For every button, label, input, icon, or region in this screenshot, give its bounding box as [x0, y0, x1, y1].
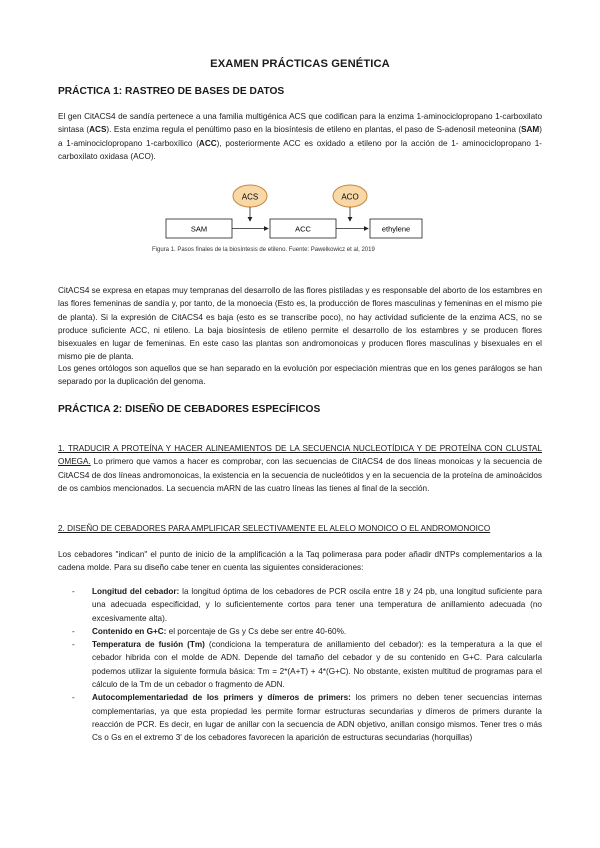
list-item: - Contenido en G+C: el porcentaje de Gs y Cs debe ser entre 40-60%. — [72, 626, 347, 636]
practica1-heading: PRÁCTICA 1: RASTREO DE BASES DE DATOS — [58, 86, 285, 97]
practica2-section-2-title: 2. DISEÑO DE CEBADORES PARA AMPLIFICAR SELECTIVAMENTE EL ALELO MONOICO O EL ANDROMONOICO — [58, 524, 491, 533]
ethylene-label: ethylene — [381, 224, 411, 234]
practica1-paragraph-2: CitACS4 se expresa en etapas muy tempranas del desarrollo de las flores pistiladas y es responsable del aborto de los estambres en las flores femeninas de sandía y, por tanto, de la monoecia (Esto es, la producción de flores masculinas y femeninas en el mismo pie de planta). Si la expresión de CitACS4 es baja (esto es se transcribe poco), no hay actividad suficiente de la enzima ACS, no se produce suficiente ACC, ni etileno. La baja biosíntesis de etileno permite el desarrollo de los estambres y se producen flores bisexuales en lugar de femeninas. En este caso las plantas son andromonoicas y producen flores masculinas y bisexuales en el mismo pie de planta. — [58, 286, 542, 362]
aco-enzyme-label: ACO — [341, 192, 359, 202]
ethylene-pathway-figure — [154, 183, 424, 243]
practica2-heading: PRÁCTICA 2: DISEÑO DE CEBADORES ESPECÍFICOS — [58, 404, 321, 415]
list-item: - Autocomplementariedad de los primers y dímeros de primers: los primers no deben tener secuencias internas complementarias, ya que esta propiedad les permite formar estructuras secundarias y dímeros de primers durante la reacción de PCR. Es decir, en lugar de anillar con la secuencia de ADN objetivo, anillan consigo mismos. Tener tres o más Cs o Gs en el extremo 3' de los cebadores favorecen la aparición de estructuras secundarias (horquillas) — [72, 693, 542, 743]
list-item: - Longitud del cebador: la longitud óptima de los cebadores de PCR oscila entre 18 y 24 pb, una longitud suficiente para una adecuada especificidad, y lo suficientemente cortos para tener una temperatura de anillamiento adecuada (no excesivamente alta). — [72, 587, 542, 623]
p1-bold-acc: ACC — [198, 138, 217, 148]
figure-caption: Figura 1. Pasos finales de la biosíntesis de etileno. Fuente: Pawelkowicz et al, 2019 — [152, 247, 375, 253]
document-title: EXAMEN PRÁCTICAS GENÉTICA — [210, 58, 390, 70]
practica2-section-1 — [58, 442, 542, 495]
p1-seg: ), posteriormente ACC es oxidado a etileno por la acción de 1- aminociclopropano 1-carboxilato oxidasa (ACO). — [58, 138, 542, 161]
p1-seg: ) a 1-aminociclopropano 1-carboxílico ( — [58, 125, 542, 148]
practica2-section-2-intro: Los cebadores "indican" el punto de inicio de la amplificación a la Taq polimerasa para poder añadir dNTPs complementarios a la cadena molde. Para su diseño cabe tener en cuenta las siguientes consideraciones: — [58, 550, 542, 573]
practica1-paragraph-3: Los genes ortólogos son aquellos que se han separado en la evolución por especiación mientras que en los genes parálogos se han separado por la duplicación del genoma. — [58, 364, 542, 387]
p1-seg: ). Esta enzima regula el penúltimo paso en la biosíntesis de etileno en plantas, el paso de S-adenosil meteonina ( — [106, 125, 522, 135]
primer-considerations-list — [58, 585, 542, 745]
p1-seg: El gen CitACS4 de sandía pertenece a una familia multigénica ACS que codifican para la enzima 1-aminociclopropano 1-carboxilato sintasa ( — [58, 112, 542, 135]
sam-label: SAM — [190, 224, 208, 234]
acs-enzyme-label: ACS — [241, 192, 259, 202]
section-1-text: Lo primero que vamos a hacer es comprobar, con las secuencias de CitACS4 de dos líneas monoicas y la secuencia de CitACS4 de dos líneas andromonoicas, la existencia en la secuencia de nucleótidos y en la secuencia de la proteína de aminoácidos de os cambios mencionados. La secuencia mARN de las cuatro líneas las tienes al final de la sección. — [58, 457, 542, 493]
p1-bold-sam: SAM — [521, 125, 540, 135]
section-1-title: 1. TRADUCIR A PROTEÍNA Y HACER ALINEAMIENTOS DE LA SECUENCIA NUCLEOTÍDICA Y DE PROTEÍNA CON CLUSTAL OMEGA. — [58, 444, 542, 467]
acc-label: ACC — [295, 224, 311, 234]
practica1-paragraph-1 — [58, 110, 542, 163]
list-item: - Temperatura de fusión (Tm) (condiciona la temperatura de anillamiento del cebador): es la temperatura a la que el cebador hibrida con el molde de ADN. Depende del tamaño del cebador y de su contenido en G+C. Para calcularla podemos utilizar la siguiente formula básica: Tm = 2*(A+T) + 4*(G+C). No obstante, existen multitud de programas para el cálculo de la Tm de un cebador o fragmento de ADN. — [72, 640, 542, 690]
p1-bold-acs: ACS — [89, 125, 107, 135]
